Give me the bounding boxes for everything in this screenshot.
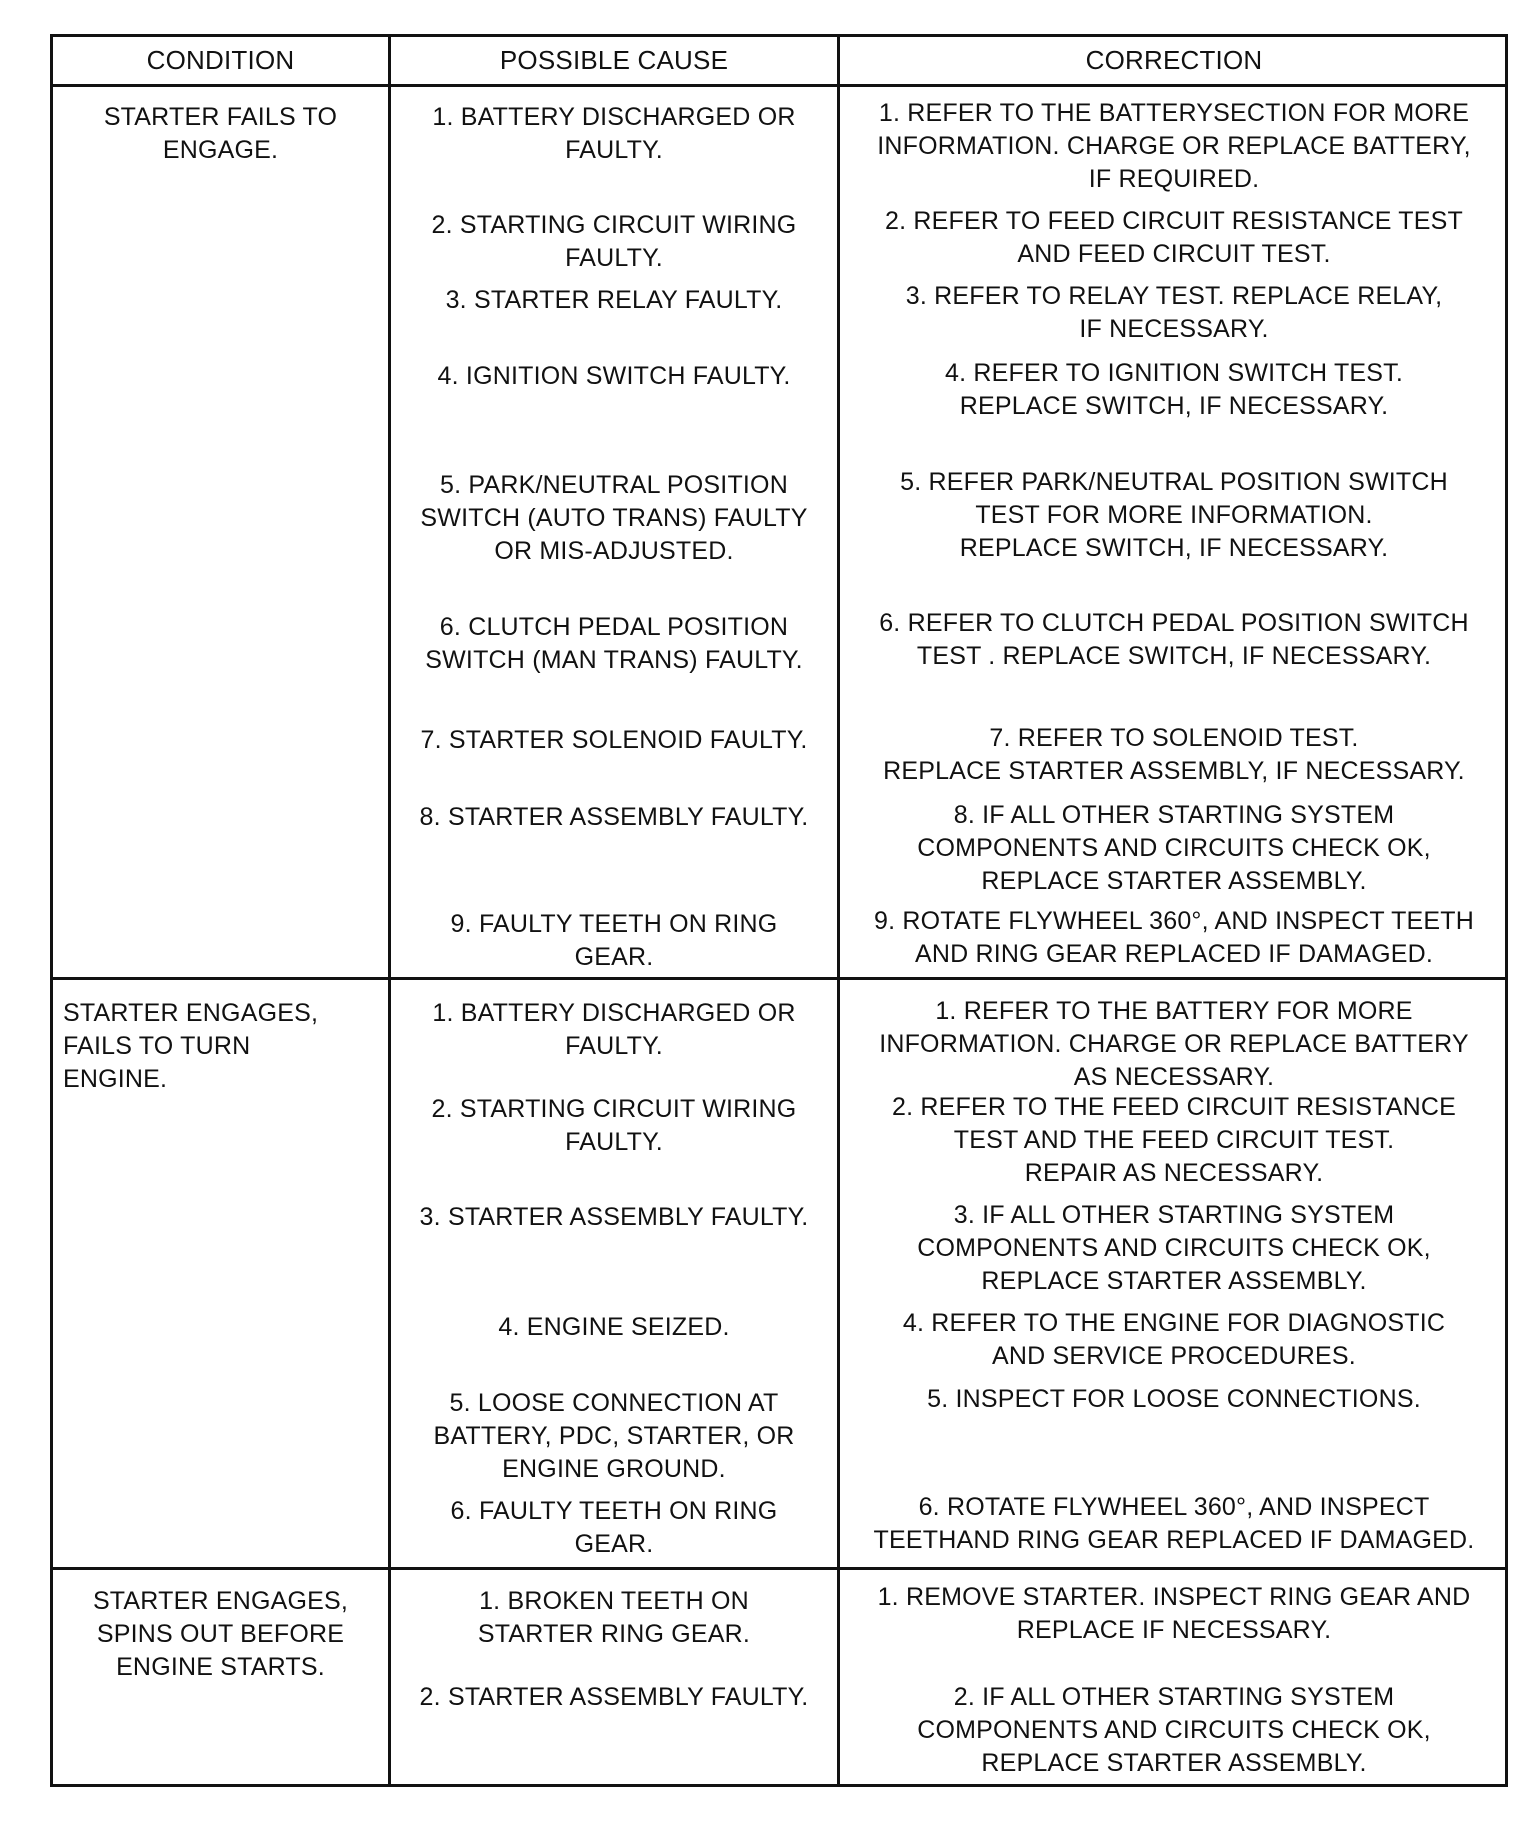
- cause-cell: 2. STARTING CIRCUIT WIRING FAULTY.: [431, 1095, 797, 1156]
- correction-cell: 3. IF ALL OTHER STARTING SYSTEM COMPONENTS AND CIRCUITS CHECK OK, REPLACE STARTER ASSEMBLY.: [917, 1201, 1431, 1295]
- header-possible-cause: POSSIBLE CAUSE: [499, 45, 729, 75]
- cause-cell: 9. FAULTY TEETH ON RING GEAR.: [450, 910, 778, 971]
- correction-cell: 2. REFER TO THE FEED CIRCUIT RESISTANCE TEST AND THE FEED CIRCUIT TEST. REPAIR AS NECESSARY.: [892, 1093, 1456, 1187]
- cause-cell: 6. FAULTY TEETH ON RING GEAR.: [450, 1497, 778, 1558]
- condition-cell: STARTER ENGAGES, SPINS OUT BEFORE ENGINE STARTS.: [92, 1587, 349, 1681]
- header-divider: [53, 84, 1505, 87]
- correction-cell: 7. REFER TO SOLENOID TEST. REPLACE STARTER ASSEMBLY, IF NECESSARY.: [883, 724, 1465, 785]
- correction-cell: 1. REFER TO THE BATTERY FOR MORE INFORMATION. CHARGE OR REPLACE BATTERY AS NECESSARY.: [879, 997, 1469, 1091]
- correction-cell: 4. REFER TO THE ENGINE FOR DIAGNOSTIC AND SERVICE PROCEDURES.: [902, 1309, 1446, 1370]
- correction-cell: 2. IF ALL OTHER STARTING SYSTEM COMPONENTS AND CIRCUITS CHECK OK, REPLACE STARTER ASSEMBLY.: [917, 1683, 1431, 1777]
- correction-cell: 2. REFER TO FEED CIRCUIT RESISTANCE TEST AND FEED CIRCUIT TEST.: [884, 207, 1463, 268]
- cause-cell: 7. STARTER SOLENOID FAULTY.: [420, 726, 808, 754]
- cause-cell: 1. BROKEN TEETH ON STARTER RING GEAR.: [477, 1587, 751, 1648]
- correction-cell: 8. IF ALL OTHER STARTING SYSTEM COMPONENTS AND CIRCUITS CHECK OK, REPLACE STARTER ASSEMBLY.: [917, 801, 1431, 895]
- group-divider: [53, 977, 1505, 980]
- correction-cell: 1. REMOVE STARTER. INSPECT RING GEAR AND REPLACE IF NECESSARY.: [877, 1583, 1471, 1644]
- cause-cell: 1. BATTERY DISCHARGED OR FAULTY.: [432, 103, 796, 164]
- cause-cell: 3. STARTER ASSEMBLY FAULTY.: [419, 1203, 809, 1231]
- cause-cell: 5. LOOSE CONNECTION AT BATTERY, PDC, STARTER, OR ENGINE GROUND.: [433, 1389, 795, 1483]
- header-condition: CONDITION: [146, 45, 295, 75]
- condition-cell: STARTER ENGAGES, FAILS TO TURN ENGINE.: [63, 999, 319, 1093]
- correction-cell: 6. REFER TO CLUTCH PEDAL POSITION SWITCH TEST . REPLACE SWITCH, IF NECESSARY.: [879, 609, 1469, 670]
- cause-cell: 4. ENGINE SEIZED.: [498, 1313, 730, 1341]
- cause-cell: 2. STARTER ASSEMBLY FAULTY.: [419, 1683, 809, 1711]
- correction-cell: 9. ROTATE FLYWHEEL 360°, AND INSPECT TEETH AND RING GEAR REPLACED IF DAMAGED.: [873, 907, 1475, 968]
- condition-cell: STARTER FAILS TO ENGAGE.: [103, 103, 338, 164]
- correction-cell: 6. ROTATE FLYWHEEL 360°, AND INSPECT TEETHAND RING GEAR REPLACED IF DAMAGED.: [873, 1493, 1475, 1554]
- cause-cell: 2. STARTING CIRCUIT WIRING FAULTY.: [431, 211, 797, 272]
- correction-cell: 5. REFER PARK/NEUTRAL POSITION SWITCH TEST FOR MORE INFORMATION. REPLACE SWITCH, IF NECESSARY.: [900, 468, 1448, 562]
- header-correction: CORRECTION: [1085, 45, 1263, 75]
- correction-cell: 5. INSPECT FOR LOOSE CONNECTIONS.: [927, 1385, 1421, 1413]
- cause-cell: 8. STARTER ASSEMBLY FAULTY.: [419, 803, 809, 831]
- cause-cell: 1. BATTERY DISCHARGED OR FAULTY.: [432, 999, 796, 1060]
- cause-cell: 3. STARTER RELAY FAULTY.: [445, 286, 783, 314]
- diagnosis-table: [50, 34, 1508, 1787]
- group-divider: [53, 1567, 1505, 1570]
- cause-cell: 6. CLUTCH PEDAL POSITION SWITCH (MAN TRANS) FAULTY.: [425, 613, 803, 674]
- correction-cell: 4. REFER TO IGNITION SWITCH TEST. REPLACE SWITCH, IF NECESSARY.: [944, 359, 1404, 420]
- cause-cell: 4. IGNITION SWITCH FAULTY.: [437, 362, 791, 390]
- correction-cell: 1. REFER TO THE BATTERYSECTION FOR MORE INFORMATION. CHARGE OR REPLACE BATTERY, IF REQUIRED.: [877, 99, 1471, 193]
- correction-cell: 3. REFER TO RELAY TEST. REPLACE RELAY, IF NECESSARY.: [905, 282, 1443, 343]
- cause-cell: 5. PARK/NEUTRAL POSITION SWITCH (AUTO TRANS) FAULTY OR MIS-ADJUSTED.: [420, 471, 808, 565]
